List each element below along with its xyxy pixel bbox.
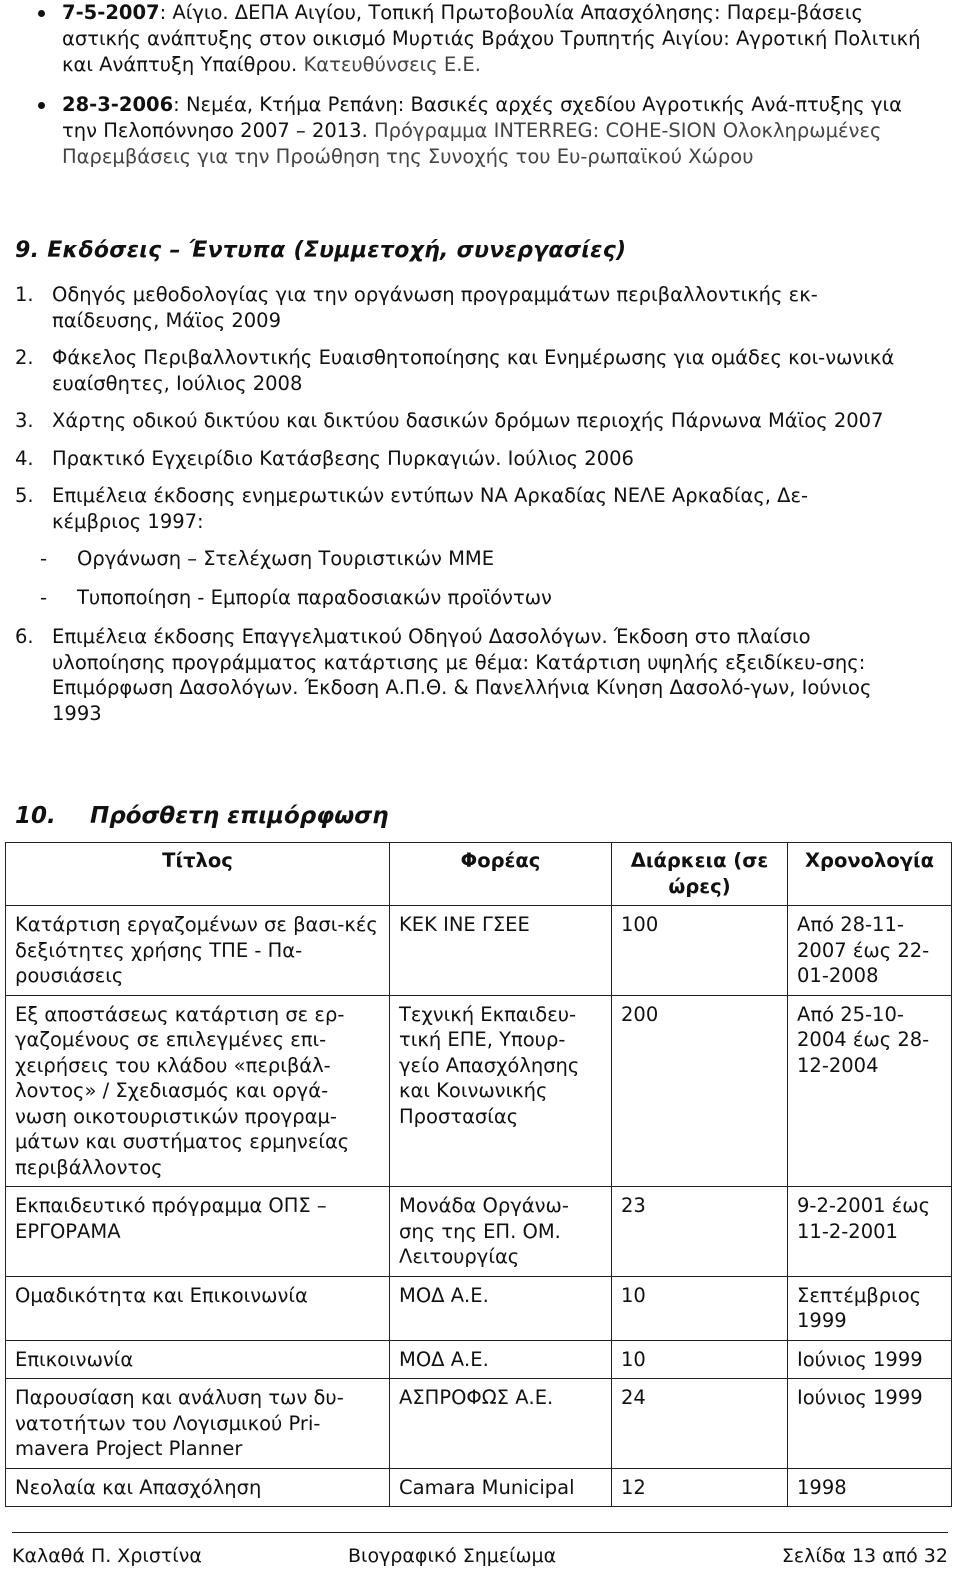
cell-title: Νεολαία και Απασχόληση [6,1468,390,1507]
table-row [6,1187,952,1277]
page-footer [12,1532,948,1571]
sub-item [40,546,895,571]
cell-title: Εξ αποστάσεως κατάρτιση σε ερ-γαζομένους σε επιλεγμένες επι-χειρήσεις του κλάδου «περιβάλ-λοντος» / Σχεδιασμός και οργά-νωση οικοτουριστικών προγραμ-μάτων και συστήματος ερμηνείας περιβάλλοντος [6,995,390,1187]
section-title: Πρόσθετη επιμόρφωση [90,803,389,829]
table-row [6,1340,952,1379]
cell-date: Από 25-10-2004 έως 28-12-2004 [788,995,952,1187]
event-text: : Νεμέα, Κτήμα Ρεπάνη: Βασικές αρχές σχεδίου Αγροτικής Ανά-πτυξης για την Πελοπόννησο 2007 – 2013. [62,93,902,142]
cell-organization: Τεχνική Εκπαιδευ-τική ΕΠΕ, Υπουρ-γείο Απασχόλησης και Κοινωνικής Προστασίας [390,995,612,1187]
sub-item [40,585,895,610]
cell-duration: 200 [612,995,788,1187]
table-header-row [6,843,952,906]
sub-item-text: Οργάνωση – Στελέχωση Τουριστικών ΜΜΕ [77,547,495,570]
footer-author: Καλαθά Π. Χριστίνα [12,1545,202,1567]
item-number: 4. [15,446,34,470]
cell-organization: Μονάδα Οργάνω-σης της ΕΠ. ΟΜ. Λειτουργίας [390,1187,612,1277]
item-number: 2. [15,346,34,369]
cell-date: Από 28-11-2007 έως 22-01-2008 [788,906,952,996]
cell-title: Επικοινωνία [6,1340,390,1379]
event-text-cont: Πρόγραμμα INTERREG: COHE-SION Ολοκληρωμένες Παρεμβάσεις για την Προώθηση της Συνοχής του Ευ-ρωπαϊκού Χώρου [62,119,882,168]
publication-item [15,446,895,472]
cell-organization: ΜΟΔ Α.Ε. [390,1276,612,1340]
cell-title: Κατάρτιση εργαζομένων σε βασι-κές δεξιότητες χρήσης ΤΠΕ - Πα-ρουσιάσεις [6,906,390,996]
item-number: 1. [15,283,34,306]
item-text: Πρακτικό Εγχειρίδιο Κατάσβεσης Πυρκαγιών. Ιούλιος 2006 [52,446,634,470]
item-text: Οδηγός μεθοδολογίας για την οργάνωση προγραμμάτων περιβαλλοντικής εκ-παίδευσης, Μάϊος 2009 [52,283,818,332]
publication-item [15,282,895,333]
publication-item [15,483,895,534]
section-10-heading [15,803,389,829]
cell-duration: 10 [612,1276,788,1340]
cell-organization: ΑΣΠΡΟΦΩΣ Α.Ε. [390,1379,612,1469]
cell-date: Σεπτέμβριος 1999 [788,1276,952,1340]
item-number: 3. [15,409,34,432]
cell-title: Εκπαιδευτικό πρόγραμμα ΟΠΣ – ΕΡΓΟΡΑΜΑ [6,1187,390,1277]
dash-marker: - [40,547,48,570]
cell-date: 1998 [788,1468,952,1507]
event-item [32,92,922,170]
dash-marker: - [40,586,48,609]
event-item [32,0,922,78]
cell-duration: 10 [612,1340,788,1379]
cell-date: Ιούνιος 1999 [788,1340,952,1379]
cell-organization: ΚΕΚ ΙΝΕ ΓΣΕΕ [390,906,612,996]
item-number: 6. [15,625,34,648]
section-9-heading: 9. Εκδόσεις – Έντυπα (Συμμετοχή, συνεργασίες) [15,238,627,263]
cell-duration: 100 [612,906,788,996]
cell-title: Παρουσίαση και ανάλυση των δυ-νατοτήτων του Λογισμικού Pri-mavera Project Planner [6,1379,390,1469]
table-row [6,1379,952,1469]
footer-page-number: Σελίδα 13 από 32 [781,1545,948,1567]
item-text: Χάρτης οδικού δικτύου και δικτύου δασικών δρόμων περιοχής Πάρνωνα Μάϊος 2007 [52,409,884,432]
cell-organization: Camara Municipal [390,1468,612,1507]
section-number: 10. [15,803,56,829]
cell-date: Ιούνιος 1999 [788,1379,952,1469]
sub-item-text: Τυποποίηση - Εμπορία παραδοσιακών προϊόντων [77,586,552,609]
table-row [6,995,952,1187]
event-text: : Αίγιο. ΔΕΠΑ Αιγίου, Τοπική Πρωτοβουλία Απασχόλησης: Παρεμ-βάσεις αστικής ανάπτυξης στον οικισμό Μυρτιάς Βράχου Τρυπητής Αιγίου: Αγροτική Πολιτική και Ανάπτυξη Υπαίθρου. [62,1,921,76]
table-row [6,906,952,996]
item-text: Επιμέλεια έκδοσης ενημερωτικών εντύπων ΝΑ Αρκαδίας ΝΕΛΕ Αρκαδίας, Δε-κέμβριος 1997: [52,484,809,533]
cell-duration: 12 [612,1468,788,1507]
header-duration: Διάρκεια (σε ώρες) [612,843,788,906]
footer-document-title: Βιογραφικό Σημείωμα [348,1545,557,1567]
header-organization: Φορέας [390,843,612,906]
event-text-cont: Κατευθύνσεις Ε.Ε. [297,53,481,76]
item-text: Φάκελος Περιβαλλοντικής Ευαισθητοποίησης και Ενημέρωσης για ομάδες κοι-νωνικά ευαίσθητες, Ιούλιος 2008 [52,346,895,395]
item-text: Επιμέλεια έκδοσης Επαγγελματικού Οδηγού Δασολόγων. Έκδοση στο πλαίσιο υλοποίησης προγράμματος κατάρτισης με θέμα: Κατάρτιση υψηλής εξειδίκευ-σης: Επιμόρφωση Δασολόγων. Έκδοση Α.Π.Θ. & Πανελλήνια Κίνηση Δασολό-γων, Ιούνιος 1993 [52,625,872,725]
event-date: 7-5-2007 [62,1,160,24]
table-row [6,1468,952,1507]
table-row [6,1276,952,1340]
cell-date: 9-2-2001 έως 11-2-2001 [788,1187,952,1277]
event-date: 28-3-2006 [62,93,174,116]
publication-list [15,282,895,738]
cell-duration: 24 [612,1379,788,1469]
publication-item [15,624,895,726]
cell-organization: ΜΟΔ Α.Ε. [390,1340,612,1379]
item-number: 5. [15,484,34,507]
event-list [32,0,922,184]
publication-item [15,408,895,434]
header-title: Τίτλος [6,843,390,906]
header-date: Χρονολογία [788,843,952,906]
cell-duration: 23 [612,1187,788,1277]
training-table [5,842,952,1507]
publication-item [15,345,895,396]
cell-title: Ομαδικότητα και Επικοινωνία [6,1276,390,1340]
